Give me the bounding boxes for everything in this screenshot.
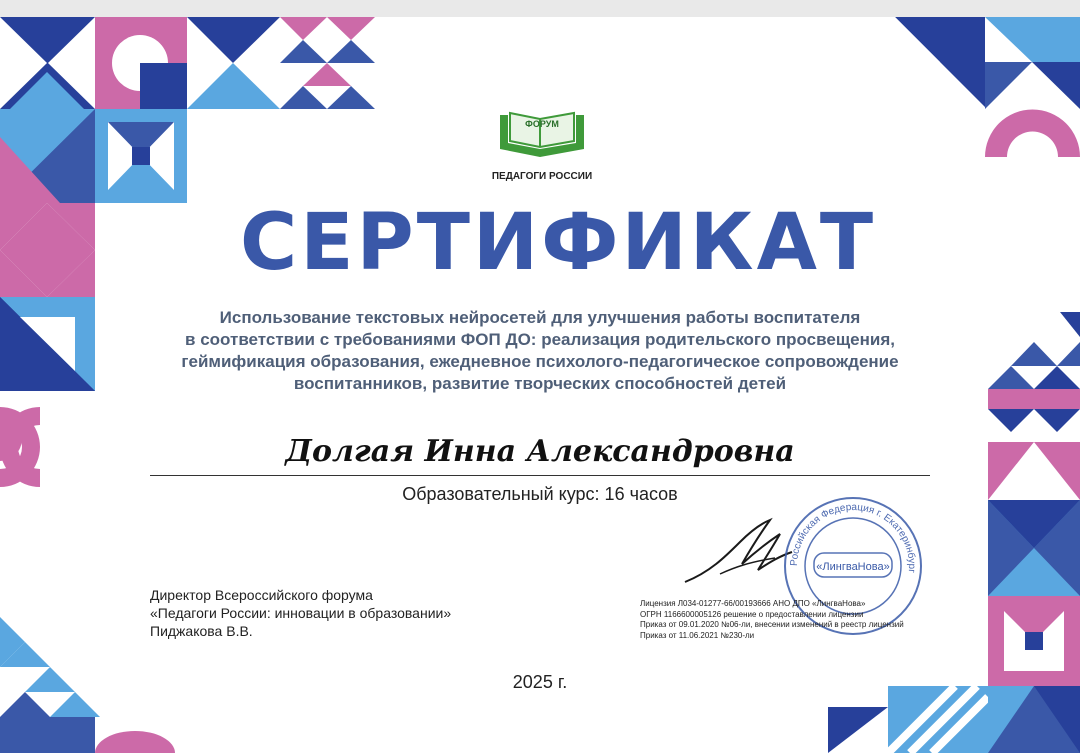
director-line: Директор Всероссийского форума [150,587,373,603]
license-info [640,599,940,641]
license-line: Приказ от 09.01.2020 №06-ли, внесении изменений в реестр лицензий [640,620,904,629]
license-line: ОГРН 1166600005126 решение о предоставлении лицензии [640,609,864,619]
course-line: Использование текстовых нейросетей для улучшения работы воспитателя [219,308,861,327]
director-block [150,586,451,640]
course-hours: Образовательный курс: 16 часов [402,484,678,504]
stamp-center-text: «ЛингваНова» [816,561,890,573]
license-line: Приказ от 11.06.2021 №230-ли [640,630,755,640]
course-description [150,307,930,395]
recipient-name: Долгая Инна Александровна [285,434,795,469]
director-line: Пиджакова В.В. [150,623,253,639]
certificate-title: СЕРТИФИКАТ [240,198,877,288]
name-underline [150,475,930,476]
stamp-ring-text: Российская Федерация г. Екатеринбург [788,501,918,574]
logo-bottom-text: ПЕДАГОГИ РОССИИ [491,171,593,182]
course-line: в соответствии с требованиями ФОП ДО: реализация родительского просвещения, [185,330,895,349]
course-line: геймификация образования, ежедневное психолого-педагогическое сопровождение [181,352,899,371]
logo-top-text: ФОРУМ [525,119,559,129]
certificate-sheet [0,17,1080,753]
director-line: «Педагоги России: инновации в образовании» [150,605,452,621]
issue-year: 2025 г. [512,672,568,692]
forum-logo [491,105,593,185]
book-icon [494,105,590,167]
course-line: воспитанников, развитие творческих способностей детей [293,374,787,393]
license-line: Лицензия Л034-01277-66/00193666 АНО ДПО «ЛингваНова» [640,599,866,608]
